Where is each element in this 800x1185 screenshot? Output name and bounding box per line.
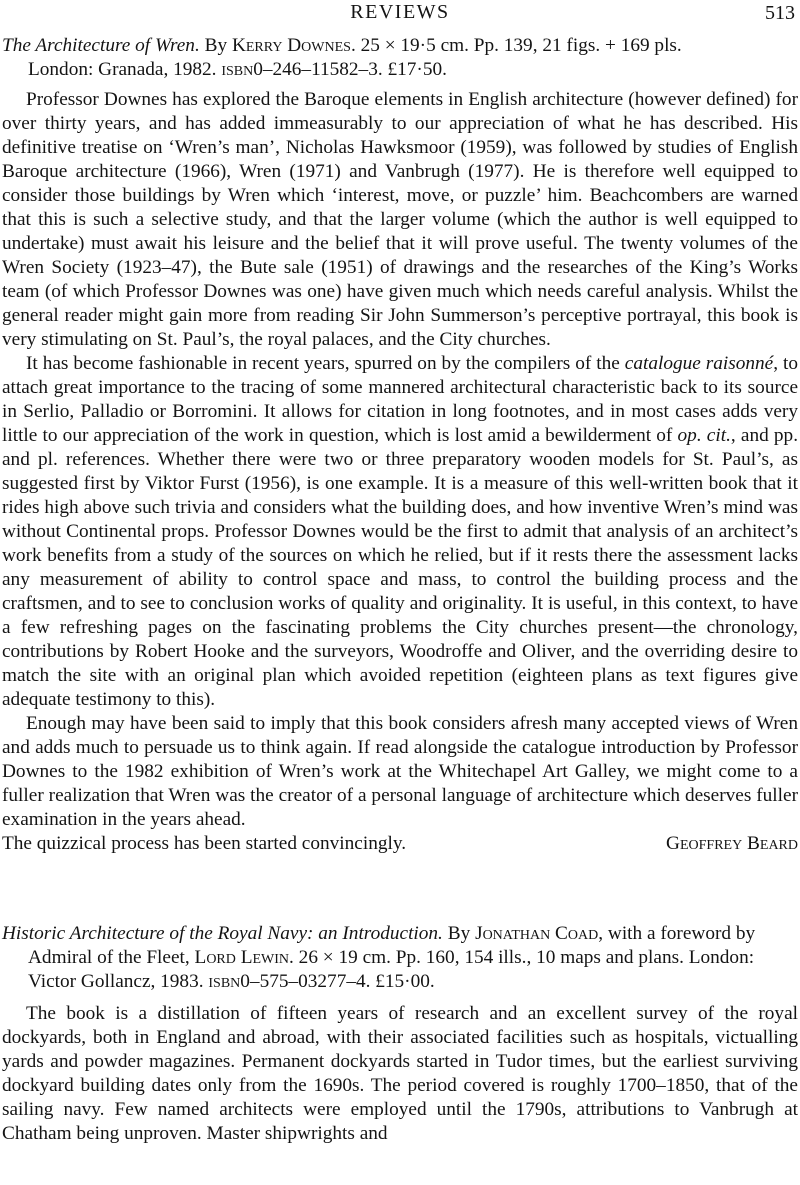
review1-book-author: Kerry Downes. <box>231 35 356 56</box>
review1-by: By <box>204 35 228 56</box>
review1-reviewer-name: Geoffrey Beard <box>666 833 798 854</box>
review2-isbn-price: 0–575–03277–4. £15·00. <box>240 971 435 992</box>
review1-publisher: London: Granada, 1982. <box>28 59 217 80</box>
review1-body <box>2 88 798 856</box>
review2-isbn-label: isbn <box>208 971 241 992</box>
review2-book-details: 26 × 19 cm. Pp. 160, 154 ills., 10 maps and plans. London: Victor Gollancz, 1983. <box>28 947 755 992</box>
review1-book-title: The Architecture of Wren. <box>2 35 200 56</box>
page-number: 513 <box>765 2 795 24</box>
review2-foreword: with a foreword by Admiral of the Fleet, <box>28 923 756 968</box>
review1-closing-sentence: The quizzical process has been started convincingly. <box>2 833 407 854</box>
review1-citation <box>2 34 798 82</box>
review1-signature-line <box>2 832 798 856</box>
review2-body <box>2 1002 798 1146</box>
review1-isbn-label: isbn <box>221 59 254 80</box>
review1-isbn-price: 0–246–11582–3. £17·50. <box>253 59 447 80</box>
review2-book-author: Jonathan Coad, <box>475 923 604 944</box>
review2-citation <box>2 922 798 994</box>
review1-paragraph-2: It has become fashionable in recent years, spurred on by the compilers of the catalogue raisonné, to attach great importance to the tracing of some mannered architectural characteristic back to its source in Serlio, Palladio or Borromini. It allows for citation in long footnotes, and in most cases adds very little to our appreciation of the work in question, which is lost amid a bewilderment of op. cit., and pp. and pl. references. Whether there were two or three preparatory wooden models for St. Paul’s, as suggested first by Viktor Furst (1956), is one example. It is a measure of this well-written book that it rides high above such trivia and considers what the building does, and how inventive Wren’s mind was without Continental props. Professor Downes would be the first to admit that analysis of an architect’s work benefits from a study of the sources on which he relied, but if it rests there the assessment lacks any measurement of ability to control space and mass, to control the building process and the craftsmen, and to see to conclusion works of quality and originality. It is useful, in this context, to have a few refreshing pages on the fascinating problems the City churches present—the chronology, contributions by Robert Hooke and the surveyors, Woodroffe and Oliver, and the overriding desire to match the site with an original plan which avoided repetition (eighteen plans as text figures give adequate testimony to this). <box>2 353 799 710</box>
running-head-title: REVIEWS <box>350 1 450 23</box>
review1-paragraph-3: Enough may have been said to imply that this book considers afresh many accepted views of Wren and adds much to persuade us to think again. If read alongside the catalogue introduction by Professor Downes to the 1982 exhibition of Wren’s work at the Whitechapel Art Galley, we might come to a fuller realization that Wren was the creator of a personal language of architecture which deserves fuller examination in the years ahead. <box>2 713 798 830</box>
review1-paragraph-1: Professor Downes has explored the Baroque elements in English architecture (however defined) for over thirty years, and has added immeasurably to our appreciation of what he has described. His definitive treatise on ‘Wren’s man’, Nicholas Hawksmoor (1959), was followed by studies of English Baroque architecture (1966), Wren (1971) and Vanbrugh (1977). He is therefore well equipped to consider those buildings by Wren which ‘interest, move, or puzzle’ him. Beachcombers are warned that this is such a selective study, and that the larger volume (which the author is well equipped to undertake) must await his leisure and the belief that it will prove useful. The twenty volumes of the Wren Society (1923–47), the Bute sale (1951) of drawings and the researches of the King’s Works team (of which Professor Downes was one) have given much which needs careful analysis. Whilst the general reader might gain more from reading Sir John Summerson’s perceptive portrayal, this book is very stimulating on St. Paul’s, the royal palaces, and the City churches. <box>2 89 798 350</box>
review2-by: By <box>447 923 471 944</box>
review2-paragraph-1: The book is a distillation of fifteen years of research and an excellent survey of the royal dockyards, both in England and abroad, with their associated facilities such as hospitals, victualling yards and powder magazines. Permanent dockyards started in Tudor times, but the earliest surviving dockyard building dates only from the 1690s. The period covered is roughly 1700–1850, that of the sailing navy. Few named architects were employed until the 1790s, attributions to Vanbrugh at Chatham being unproven. Master shipwrights and <box>2 1003 798 1144</box>
review2-book-title: Historic Architecture of the Royal Navy: an Introduction. <box>2 923 443 944</box>
review1-book-details: 25 × 19·5 cm. Pp. 139, 21 figs. + 169 pls. <box>360 35 682 56</box>
running-head <box>0 0 800 26</box>
review2-foreword-author: Lord Lewin. <box>194 947 294 968</box>
